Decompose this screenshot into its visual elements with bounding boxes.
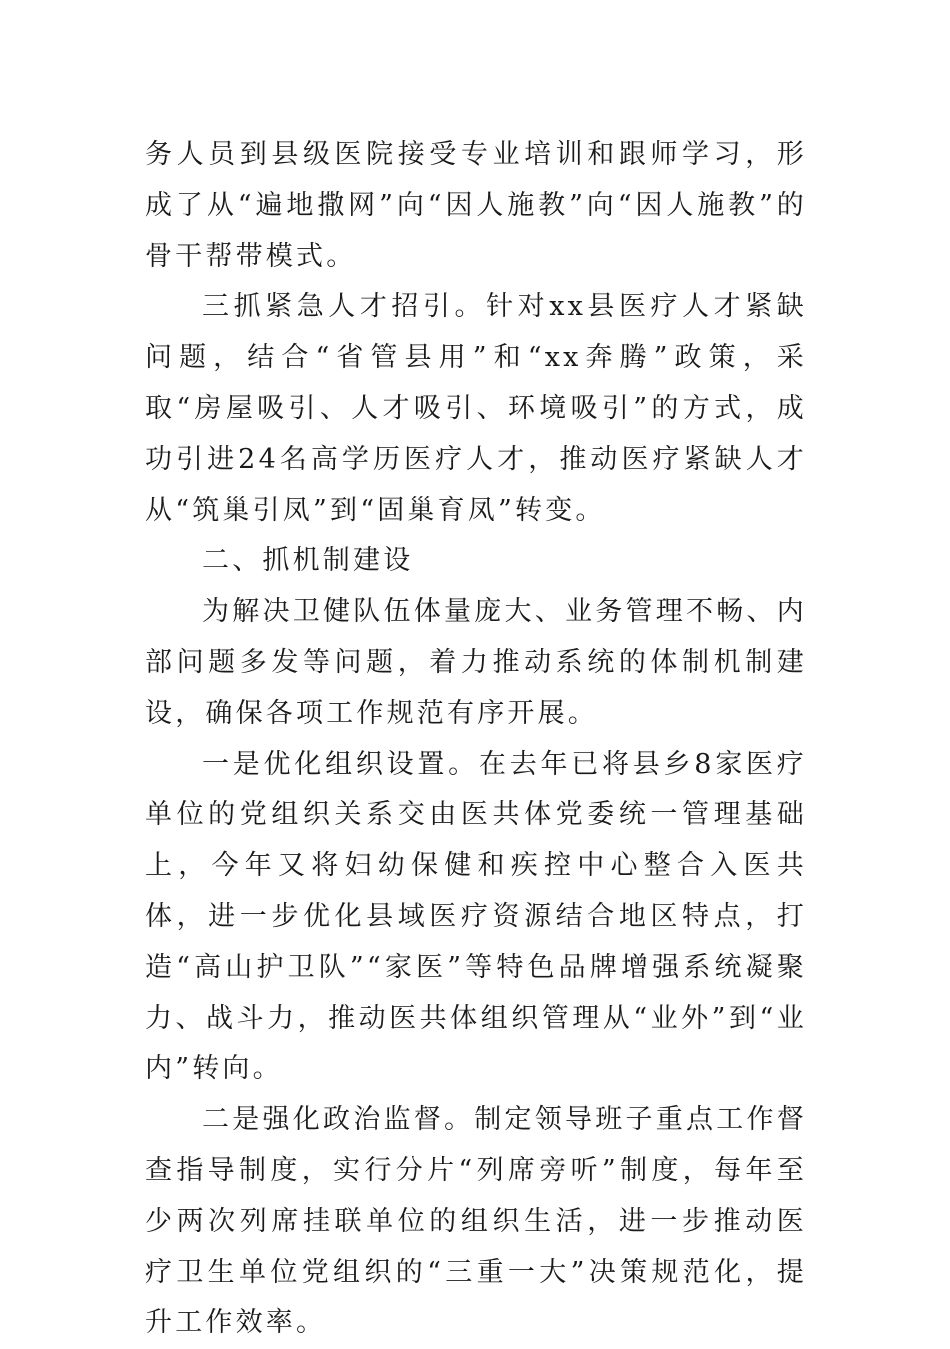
paragraph-talent-recruitment: 三抓紧急人才招引。针对xx县医疗人才紧缺问题，结合“省管县用”和“xx奔腾”政策，采取“房屋吸引、人才吸引、环境吸引”的方式，成功引进24名高学历医疗人才，推动医疗紧缺人才从“筑巢引凤”到“固巢育凤”转变。 [145,291,807,526]
section-heading-mechanism: 二、抓机制建设 [202,545,414,577]
paragraph-organization: 一是优化组织设置。在去年已将县乡8家医疗单位的党组织关系交由医共体党委统一管理基础上，今年又将妇幼保健和疾控中心整合入医共体，进一步优化县域医疗资源结合地区特点，打造“高山护卫队”“家医”等特色品牌增强系统凝聚力、战斗力，推动医共体组织管理从“业外”到“业内”转向。 [145,748,807,1085]
document-body [145,130,807,1349]
paragraph-supervision: 二是强化政治监督。制定领导班子重点工作督查指导制度，实行分片“列席旁听”制度，每年至少两次列席挂联单位的组织生活，进一步推动医疗卫生单位党组织的“三重一大”决策规范化，提升工作效率。 [145,1104,807,1339]
paragraph-continuation: 务人员到县级医院接受专业培训和跟师学习，形成了从“遍地撒网”向“因人施教”向“因人施教”的骨干帮带模式。 [145,139,807,272]
paragraph-mechanism-intro: 为解决卫健队伍体量庞大、业务管理不畅、内部问题多发等问题，着力推动系统的体制机制建设，确保各项工作规范有序开展。 [145,596,807,729]
